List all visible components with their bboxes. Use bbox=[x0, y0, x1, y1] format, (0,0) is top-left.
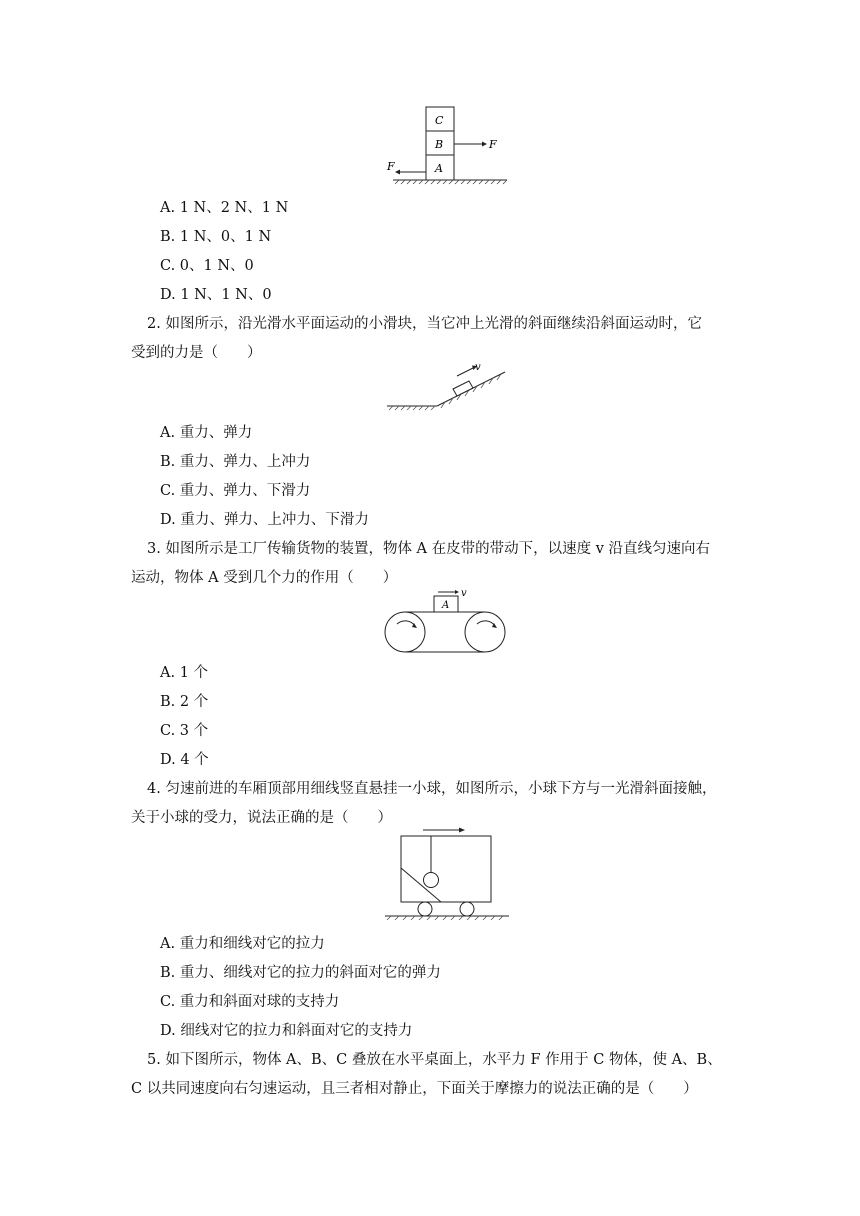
left-wheel bbox=[418, 902, 432, 916]
q4-option-c: C. 重力和斜面对球的支持力 bbox=[160, 994, 340, 1010]
force-right-label: F bbox=[489, 138, 497, 151]
q1-option-a: A. 1 N、2 N、1 N bbox=[160, 200, 289, 216]
train-car-body bbox=[401, 836, 491, 902]
q4-option-a: A. 重力和细线对它的拉力 bbox=[160, 936, 325, 952]
q4-option-b: B. 重力、细线对它的拉力的斜面对它的弹力 bbox=[160, 965, 441, 981]
q5-stem-line1: 5. 如下图所示，物体 A、B、C 叠放在水平桌面上，水平力 F 作用于 C 物体，使 A、B、 bbox=[147, 1052, 722, 1068]
velocity-arrow bbox=[457, 368, 473, 376]
q2-stem-line2: 受到的力是（ ） bbox=[131, 345, 262, 361]
force-right-arrowhead bbox=[482, 142, 487, 147]
right-roller bbox=[465, 612, 505, 652]
q3-stem-line2: 运动，物体 A 受到几个力的作用（ ） bbox=[131, 570, 398, 586]
q2-stem-line1: 2. 如图所示，沿光滑水平面运动的小滑块，当它冲上光滑的斜面继续沿斜面运动时，它 bbox=[147, 316, 702, 332]
block-c-label: C bbox=[435, 114, 444, 127]
stacked-blocks-diagram bbox=[385, 104, 515, 186]
q2-option-b: B. 重力、弹力、上冲力 bbox=[160, 454, 311, 470]
q1-option-d: D. 1 N、1 N、0 bbox=[160, 287, 272, 303]
q4-stem-line1: 4. 匀速前进的车厢顶部用细线竖直悬挂一小球，如图所示，小球下方与一光滑斜面接触， bbox=[147, 781, 717, 797]
force-left-label: F bbox=[387, 160, 395, 173]
block-b-label: B bbox=[435, 138, 444, 151]
slider-block bbox=[453, 381, 473, 396]
q5-stem-line2: C 以共同速度向右匀速运动，且三者相对静止，下面关于摩擦力的说法正确的是（ ） bbox=[131, 1081, 698, 1097]
right-wheel bbox=[460, 902, 474, 916]
q1-figure bbox=[385, 104, 515, 186]
block-a-label: A bbox=[435, 162, 443, 175]
q3-option-b: B. 2 个 bbox=[160, 694, 209, 710]
object-a-label: A bbox=[442, 600, 450, 611]
track-hatching bbox=[387, 916, 503, 920]
q3-stem-line1: 3. 如图所示是工厂传输货物的装置，物体 A 在皮带的带动下，以速度 v 沿直线匀速向右 bbox=[147, 541, 711, 557]
motion-arrowhead bbox=[459, 828, 465, 833]
q2-figure bbox=[385, 360, 510, 416]
left-roller bbox=[385, 612, 425, 652]
train-car-ball-diagram bbox=[383, 826, 511, 922]
q2-option-c: C. 重力、弹力、下滑力 bbox=[160, 483, 311, 499]
ground-hatching bbox=[389, 374, 501, 410]
q3-figure bbox=[383, 590, 508, 656]
velocity-label: v bbox=[475, 362, 481, 373]
ground-hatching bbox=[395, 180, 507, 184]
right-rotation-arrow bbox=[477, 621, 495, 626]
left-rotation-arrow bbox=[397, 621, 415, 626]
q3-option-c: C. 3 个 bbox=[160, 723, 209, 739]
velocity-arrowhead bbox=[455, 590, 459, 594]
ball bbox=[424, 873, 439, 888]
q4-option-d: D. 细线对它的拉力和斜面对它的支持力 bbox=[160, 1023, 413, 1039]
incline-slider-diagram bbox=[385, 360, 510, 416]
q1-option-c: C. 0、1 N、0 bbox=[160, 258, 254, 274]
q2-option-a: A. 重力、弹力 bbox=[160, 425, 253, 441]
q4-stem-line2: 关于小球的受力，说法正确的是（ ） bbox=[131, 810, 392, 826]
velocity-label: v bbox=[461, 590, 467, 599]
conveyor-belt-diagram bbox=[383, 590, 508, 656]
q3-option-d: D. 4 个 bbox=[160, 752, 209, 768]
q2-option-d: D. 重力、弹力、上冲力、下滑力 bbox=[160, 512, 369, 528]
q3-option-a: A. 1 个 bbox=[160, 665, 209, 681]
q1-option-b: B. 1 N、0、1 N bbox=[160, 229, 272, 245]
q4-figure bbox=[383, 826, 511, 922]
force-left-arrowhead bbox=[395, 170, 400, 175]
